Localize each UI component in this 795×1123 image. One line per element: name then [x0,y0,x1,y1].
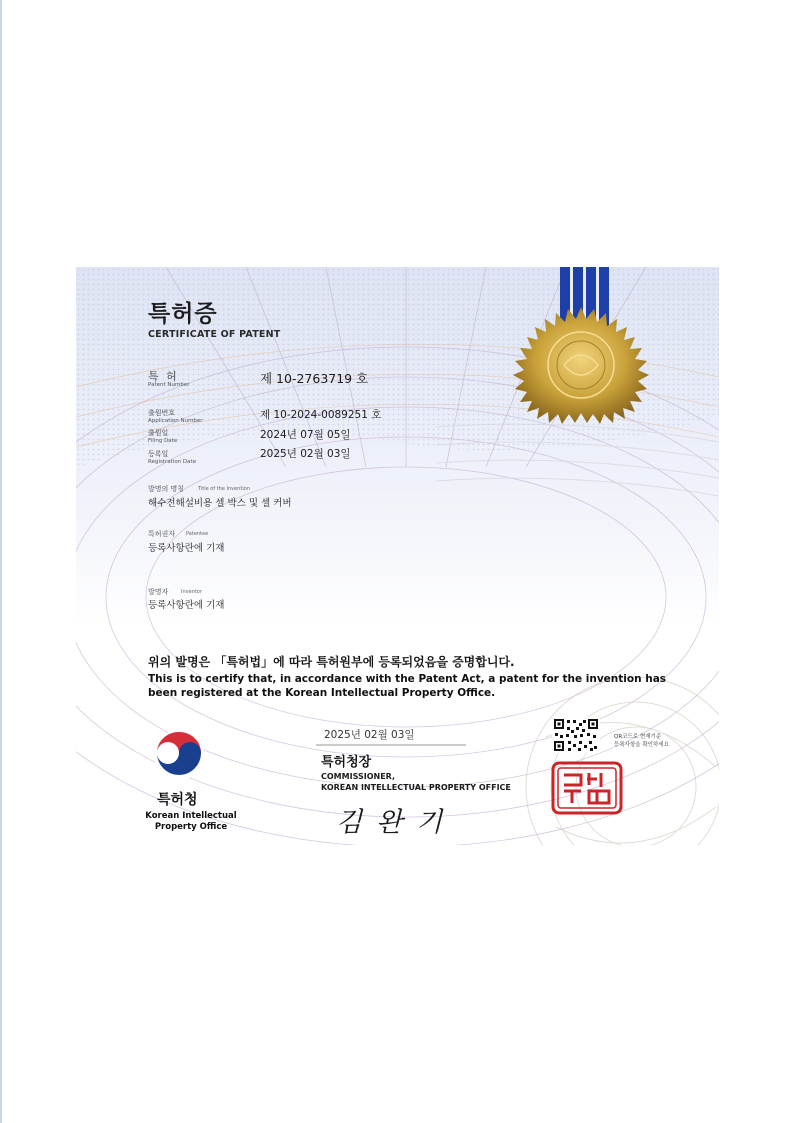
signature: 김완기 [336,807,457,838]
registration-date-value: 2025년 02월 03일 [260,448,351,460]
certificate-title: 특허증 [148,301,218,327]
patent-certificate [76,267,719,845]
filing-date-label-en: Filing Date [148,438,178,444]
application-number-label: 출원번호 [148,409,176,417]
patent-number-value: 제 10-2763719 호 [260,371,369,386]
patent-number-label: 특 허 [148,370,179,383]
qr-instruction-line1: QR코드로 현재기준 [614,734,662,740]
kipo-logo-icon [153,729,205,781]
commissioner-title: 특허청장 [321,755,372,770]
registration-date-label: 등록일 [148,450,169,458]
application-number-value: 제 10-2024-0089251 호 [260,409,382,421]
gold-seal-icon [504,305,658,425]
inventor-label-en: Inventor [181,589,202,595]
invention-title-label-en: Title of the Invention [198,486,250,492]
certificate-title-en: CERTIFICATE OF PATENT [148,329,281,340]
inventor-label: 발명자 [148,588,169,596]
filing-date-label: 출원일 [148,429,169,437]
agency-name-en: Korean Intellectual Property Office [145,811,237,832]
patent-number-label-en: Patent Number [148,382,190,388]
invention-title-value: 해수전해설비용 셀 박스 및 셀 커버 [148,498,292,509]
registration-date-label-en: Registration Date [148,459,197,465]
declaration-ko: 위의 발명은 「특허법」에 따라 특허원부에 등록되었음을 증명합니다. [148,655,515,669]
inventor-value: 등록사항란에 기재 [148,600,225,611]
filing-date-value: 2024년 07월 05일 [260,429,351,441]
declaration-en: This is to certify that, in accordance with the Patent Act, a patent for the invention has been registered at the Korean Intellectual Property Office. [148,673,667,699]
commissioner-title-en-line2: KOREAN INTELLECTUAL PROPERTY OFFICE [321,783,511,792]
patentee-value: 등록사항란에 기재 [148,543,225,554]
qr-code-icon[interactable] [552,717,600,753]
page-edge [0,0,2,1123]
commissioner-title-en [321,771,511,793]
patentee-label-en: Patentee [186,531,209,537]
issue-date: 2025년 02월 03일 [324,729,415,741]
application-number-label-en: Application Number [148,418,203,424]
qr-instruction-line2: 등록사항을 확인하세요 [614,742,669,748]
invention-title-label: 발명의 명칭 [148,485,185,493]
divider [316,743,466,747]
official-red-seal-icon [551,761,623,815]
qr-instruction [614,733,669,749]
patentee-label: 특허권자 [148,530,176,538]
agency-name: 특허청 [157,792,198,808]
commissioner-title-en-line1: COMMISSIONER, [321,772,396,781]
